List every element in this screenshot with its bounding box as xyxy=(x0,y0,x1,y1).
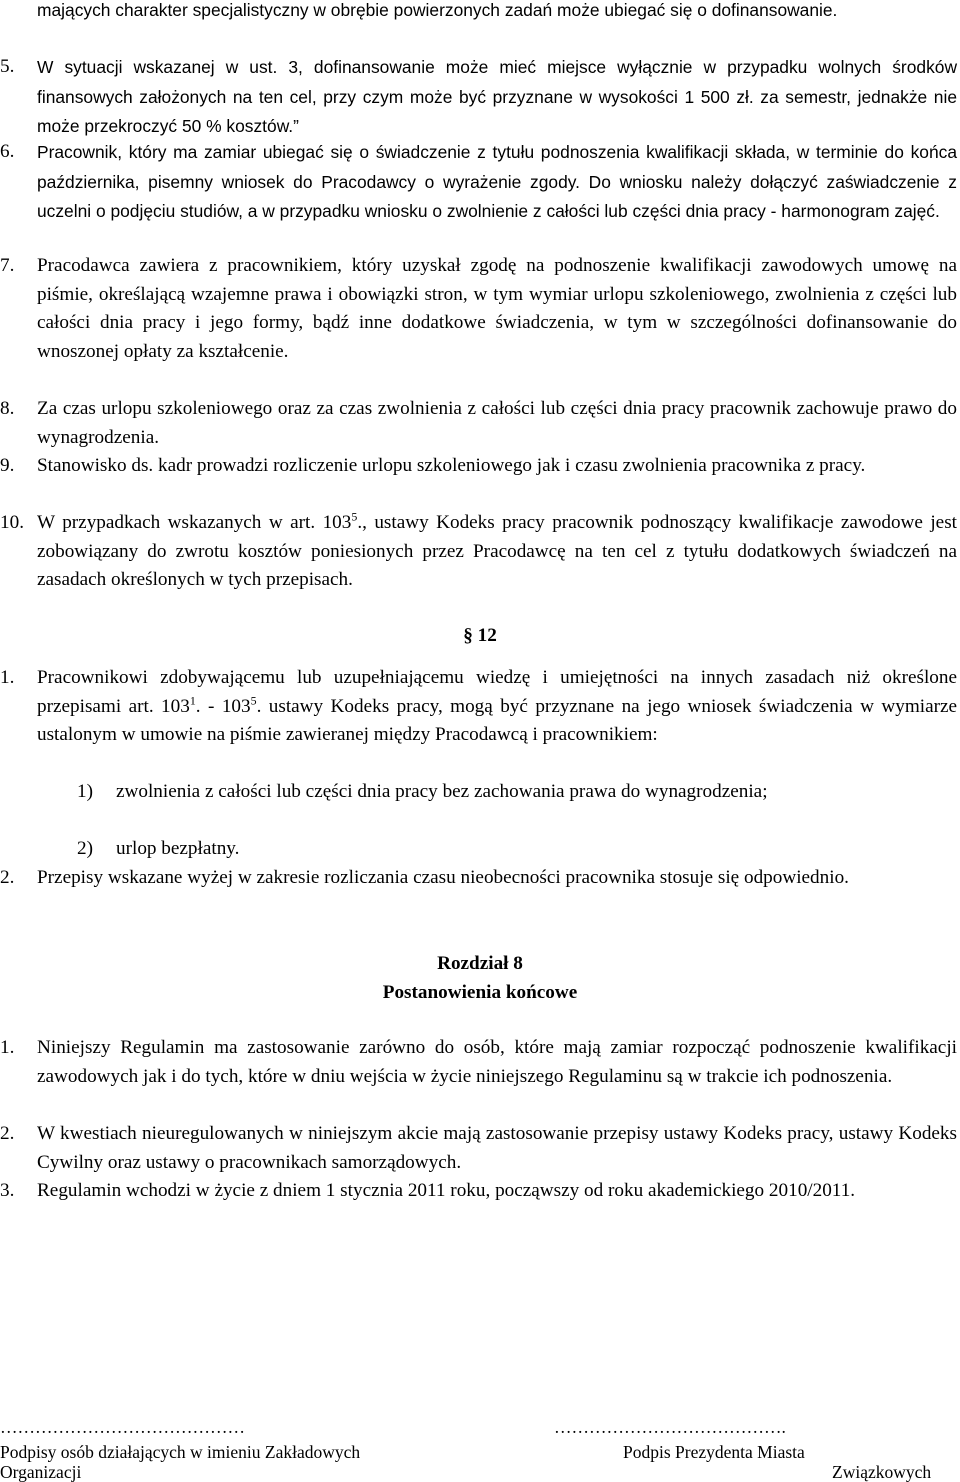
list-item-5 xyxy=(0,53,960,142)
list-number: 7. xyxy=(0,255,15,276)
section-heading: § 12 xyxy=(463,625,497,646)
paragraph-text: zwolnienia z całości lub części dnia pracy bez zachowania prawa do wynagrodzenia; xyxy=(116,781,768,802)
paragraph-text: mających charakter specjalistyczny w obrębie powierzonych zadań może ubiegać się o dofinansowanie. xyxy=(37,0,838,20)
list-item-7 xyxy=(0,252,960,366)
paragraph-text: W kwestiach nieuregulowanych w niniejszym akcie mają zastosowanie przepisy ustawy Kodeks pracy, ustawy Kodeks Cywilny oraz ustawy o pracownikach samorządowych. xyxy=(37,1123,957,1173)
chapter8-item-1 xyxy=(0,1034,960,1091)
list-number: 8. xyxy=(0,398,15,419)
paragraph-text-b: ., ustawy Kodeks pracy pracownik podnoszący kwalifikacje zawodowe jest zobowiązany do zwrotu kosztów poniesionych przez Pracodawcę na ten cel z tytułu dodatkowych świadczeń na zasadach określonych w tych przepisach. xyxy=(37,512,957,591)
sub-number: 1) xyxy=(77,781,93,802)
list-number: 1. xyxy=(0,1037,15,1058)
list-number: 3. xyxy=(0,1180,15,1201)
signature-label-right-line2: Związkowych xyxy=(832,1462,932,1482)
paragraph-text: Za czas urlopu szkoleniowego oraz za czas zwolnienia z całości lub części dnia pracy pracownik zachowuje prawo do wynagrodzenia. xyxy=(37,398,957,448)
list-number: 10. xyxy=(0,512,24,533)
list-item-8 xyxy=(0,395,960,452)
paragraph-text: Niniejszy Regulamin ma zastosowanie zarówno do osób, które mają zamiar rozpocząć podnoszenie kwalifikacji zawodowych jak i do tych, które w dniu wejścia w życie niniejszego Regulaminu są w trakcie ich podnoszenia. xyxy=(37,1037,957,1087)
paragraph-text: urlop bezpłatny. xyxy=(116,838,240,859)
chapter-title: Rozdział 8 xyxy=(437,953,523,974)
sub-item-2 xyxy=(0,835,960,864)
paragraph-text-a: W przypadkach wskazanych w art. 103 xyxy=(37,512,352,533)
paragraph-text: Pracodawca zawiera z pracownikiem, który uzyskał zgodę na podnoszenie kwalifikacji zawodowych umowę na piśmie, określającą wzajemne prawa i obowiązki stron, w tym wymiar urlopu szkoleniowego, zwolnienia z części lub całości dnia pracy i jego formy, bądź inne dodatkowe świadczenia, w tym w szczególności dofinansowanie do wnoszonej opłaty za kształcenie. xyxy=(37,255,957,362)
section12-item-1 xyxy=(0,664,960,750)
paragraph-text: Stanowisko ds. kadr prowadzi rozliczenie urlopu szkoleniowego jak i czasu zwolnienia pracownika z pracy. xyxy=(37,455,866,476)
list-number: 2. xyxy=(0,867,15,888)
list-item-9 xyxy=(0,452,960,481)
signature-dots-right: …………………………………. xyxy=(554,1417,786,1437)
paragraph-text-a: Pracownikowi zdobywającemu lub uzupełniającemu wiedzę i umiejętności na innych zasadach niż określone przepisami art. 103 xyxy=(37,667,957,717)
list-number: 5. xyxy=(0,56,15,77)
list-number: 6. xyxy=(0,141,15,162)
paragraph-text: Regulamin wchodzi w życie z dniem 1 stycznia 2011 roku, począwszy od roku akademickiego 2010/2011. xyxy=(37,1180,856,1201)
signature-label-left: Podpisy osób działających w imieniu Zakładowych xyxy=(0,1442,361,1462)
paragraph-text: W sytuacji wskazanej w ust. 3, dofinansowanie może mieć miejsce wyłącznie w przypadku wolnych środków finansowych założonych na ten cel, przy czym może być przyznane w wysokości 1 500 zł. za semestr, jednakże nie może przekroczyć 50 % kosztów.” xyxy=(37,57,957,137)
superscript: 1 xyxy=(189,693,196,708)
list-number: 9. xyxy=(0,455,15,476)
list-item-6 xyxy=(0,138,960,227)
chapter8-item-2 xyxy=(0,1120,960,1177)
superscript: 5 xyxy=(250,693,257,708)
signature-dots-left: …………………………………… xyxy=(0,1417,245,1437)
section12-item-2 xyxy=(0,864,960,893)
chapter8-item-3 xyxy=(0,1177,960,1206)
paragraph-text: Pracownik, który ma zamiar ubiegać się o świadczenie z tytułu podnoszenia kwalifikacji składa, w terminie do końca października, pisemny wniosek do Pracodawcy o wyrażenie zgody. Do wniosku należy dołączyć zaświadczenie z uczelni o podjęciu studiów, a w przypadku wniosku o zwolnienie z całości lub części dnia pracy - harmonogram zajęć. xyxy=(37,142,957,222)
paragraph-text-b: . - 103 xyxy=(195,695,251,717)
sub-number: 2) xyxy=(77,838,93,859)
chapter-subtitle: Postanowienia końcowe xyxy=(382,982,578,1003)
paragraph-text: Przepisy wskazane wyżej w zakresie rozliczania czasu nieobecności pracownika stosuje się odpowiednio. xyxy=(37,867,849,888)
list-number: 2. xyxy=(0,1123,15,1144)
list-item-10 xyxy=(0,509,960,595)
signature-label-right: Podpis Prezydenta Miasta xyxy=(623,1442,805,1462)
item-4-continuation xyxy=(0,0,960,25)
superscript: 5 xyxy=(351,509,358,524)
list-number: 1. xyxy=(0,667,15,688)
paragraph-text-c: . ustawy Kodeks pracy, mogą być przyznane na jego wniosek świadczenia w wymiarze ustalonym w umowie na piśmie zawieranej między Pracodawcą i pracownikiem: xyxy=(37,695,958,746)
sub-item-1 xyxy=(0,778,960,807)
signature-label-left-line2: Organizacji xyxy=(0,1462,82,1482)
